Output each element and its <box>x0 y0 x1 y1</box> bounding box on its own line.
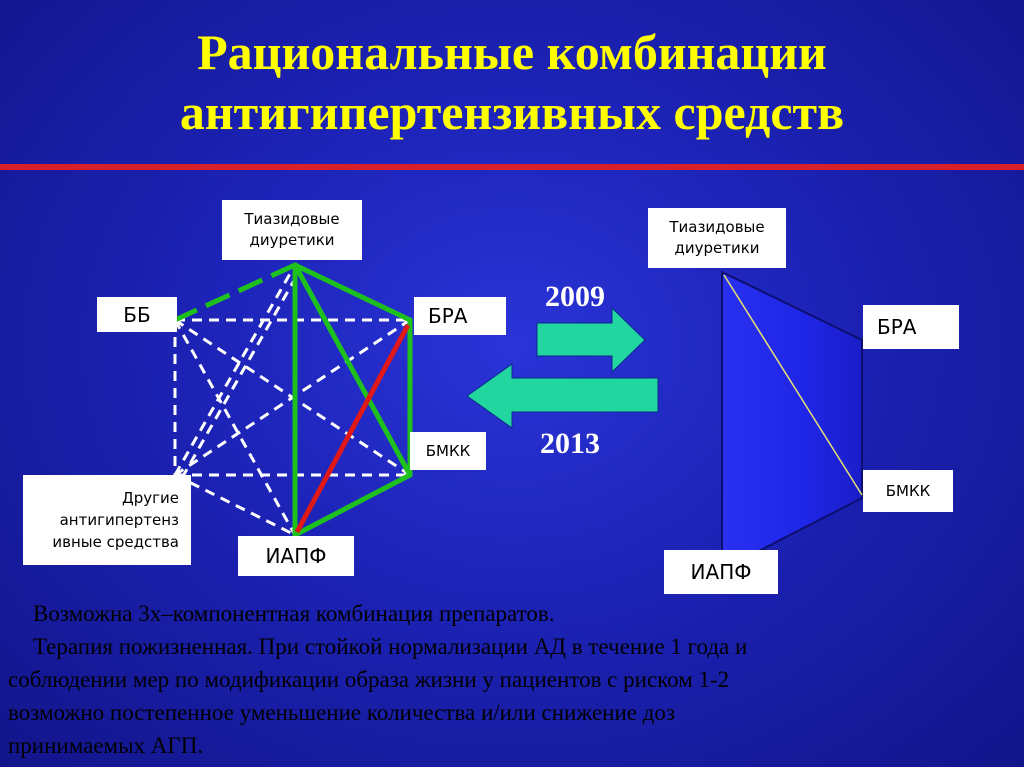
node-other-line1: Другие <box>122 489 179 507</box>
node-other-line3: ивные средства <box>52 533 179 551</box>
node-bra-left-label: БРА <box>428 304 468 328</box>
node-other-line2: антигипертенз <box>59 511 179 529</box>
node-bmkk-right-label: БМКК <box>885 482 931 500</box>
notes-line-1-text: Возможна 3х–компонентная комбинация препаратов. <box>33 601 555 626</box>
node-iapf-right <box>664 550 778 594</box>
notes-line-1 <box>33 598 555 629</box>
node-thiazide-left-line1: Тиазидовые <box>244 210 340 228</box>
arrow-back <box>467 364 658 428</box>
title-line-2: антигипертензивных средств <box>179 84 845 140</box>
trapezoid-shape <box>722 272 862 570</box>
node-bmkk-left <box>410 432 486 470</box>
year-2009: 2009 <box>545 280 605 313</box>
dashed-line-bb-iapf <box>175 320 295 535</box>
green-line-thiazide-bmkk <box>295 265 410 475</box>
node-iapf-left <box>238 536 354 576</box>
node-bmkk-right <box>863 470 953 512</box>
node-iapf-right-label: ИАПФ <box>690 560 752 584</box>
node-iapf-left-label: ИАПФ <box>265 544 327 568</box>
node-thiazide-right-line1: Тиазидовые <box>669 218 765 236</box>
notes-line-3: соблюдении мер по модификации образа жизни у пациентов с риском 1-2 <box>8 667 730 692</box>
node-thiazide-right-line2: диуретики <box>674 239 760 257</box>
year-2013: 2013 <box>540 427 600 460</box>
node-other <box>23 475 191 565</box>
node-bmkk-left-label: БМКК <box>425 442 471 460</box>
node-thiazide-left <box>222 200 362 260</box>
node-thiazide-right <box>648 208 786 268</box>
node-bra-right <box>863 305 959 349</box>
node-bb-label: ББ <box>123 302 151 327</box>
notes-line-2: Терапия пожизненная. При стойкой нормализации АД в течение 1 года и <box>33 634 748 659</box>
node-bra-left <box>414 297 506 335</box>
notes-line-4: возможно постепенное уменьшение количества и/или снижение доз <box>8 700 676 725</box>
red-line-bra-iapf <box>297 325 408 532</box>
node-thiazide-left-line2: диуретики <box>249 231 335 249</box>
title-line-1: Рациональные комбинации <box>197 24 827 80</box>
green-connections <box>295 265 410 535</box>
arrow-forward <box>537 308 645 372</box>
dashed-line-other-thiazide-a <box>175 265 295 475</box>
node-bra-right-label: БРА <box>877 315 917 339</box>
node-bb <box>97 297 177 332</box>
dashed-line-other-thiazide-b <box>182 270 300 478</box>
notes-line-5: принимаемых АГП. <box>8 733 204 758</box>
